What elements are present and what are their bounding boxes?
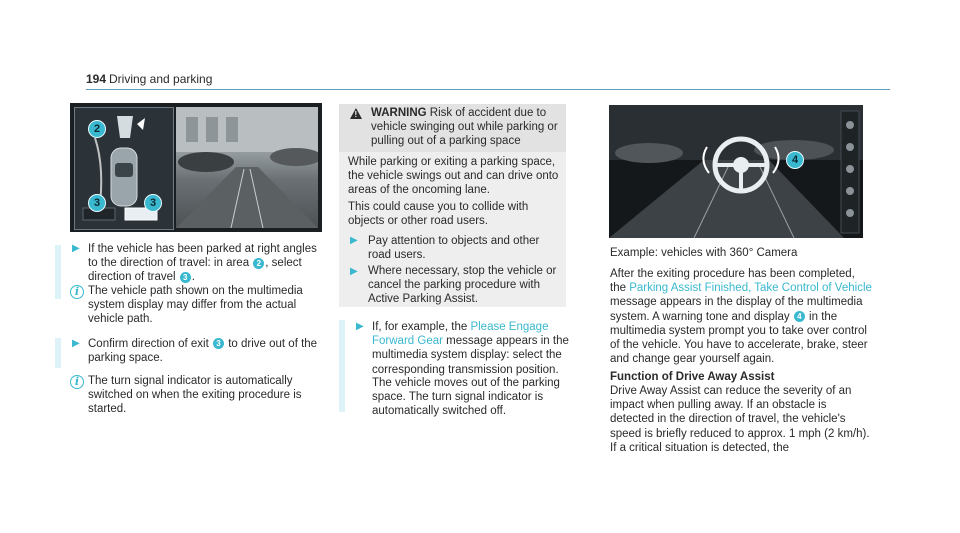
360-camera-display-image xyxy=(609,105,863,238)
info-icon: i xyxy=(70,375,84,389)
step-marker xyxy=(339,320,345,412)
step-engage-gear: If, for example, the Please Engage Forward Gear message appears in the multimedia system display: select the corresponding transmission position. xyxy=(372,321,569,376)
inline-number-3: 3 xyxy=(213,338,224,349)
image-caption: Example: vehicles with 360° Camera xyxy=(610,247,798,259)
play-arrow-icon: ▶ xyxy=(72,243,80,254)
inline-number-2: 2 xyxy=(253,258,264,269)
warning-title: WARNING Risk of accident due to vehicle swinging out while parking or pulling out of a parking space xyxy=(371,107,558,148)
play-arrow-icon: ▶ xyxy=(72,338,80,349)
play-arrow-icon: ▶ xyxy=(356,321,364,332)
message-link-parking-assist-finished[interactable]: Parking Assist Finished, Take Control of Vehicle xyxy=(629,282,872,295)
info-icon: i xyxy=(70,285,84,299)
play-arrow-icon: ▶ xyxy=(350,235,358,246)
callout-3-left: 3 xyxy=(88,194,106,212)
vehicle-diagram-panel xyxy=(74,107,174,230)
step-vehicle-moves-out: The vehicle moves out of the parking space. The turn signal indicator is automatically switched off. xyxy=(372,377,560,418)
step-select-direction: If the vehicle has been parked at right angles to the direction of travel: in area 2 , select direction of travel 3 . xyxy=(88,243,317,284)
callout-2: 2 xyxy=(88,120,106,138)
step-marker xyxy=(55,245,61,299)
note-turn-signal: The turn signal indicator is automatically switched on when the exiting procedure is started. xyxy=(88,375,302,416)
camera-scene-graphic xyxy=(176,107,318,228)
paragraph-take-control: After the exiting procedure has been completed, the Parking Assist Finished, Take Control of Vehicle message appears in the display of the multimedia system. A warning tone and display 4 in the multimedia system prompt you to take over control of the vehicle. You have to accelerate, brake, steer and change gear yourself again. xyxy=(610,268,872,366)
header-divider xyxy=(86,89,890,90)
parking-assist-display-image xyxy=(70,103,322,232)
warning-paragraph-2: This could cause you to collide with objects or other road users. xyxy=(348,201,529,228)
message-link-engage-forward-gear[interactable]: Please Engage Forward Gear xyxy=(372,321,549,348)
step-confirm-exit: Confirm direction of exit 3 to drive out of the parking space. xyxy=(88,338,318,365)
step-marker xyxy=(55,338,61,368)
rear-camera-view xyxy=(176,107,318,228)
warning-step-stop: Where necessary, stop the vehicle or cancel the parking procedure with Active Parking Assist. xyxy=(368,265,557,306)
page-number: 194 xyxy=(86,72,107,86)
warning-step-attention: Pay attention to objects and other road users. xyxy=(368,235,540,262)
function-heading: Function of Drive Away Assist xyxy=(610,371,775,383)
paragraph-drive-away-assist: Drive Away Assist can reduce the severity of an impact when pulling away. If an obstacle is detected in the direction of travel, the vehicle's speed is briefly reduced to approx. 1 mph (2 km/h). If a critical situation is detected, the xyxy=(610,385,870,454)
inline-number-4: 4 xyxy=(794,311,805,322)
warning-triangle-icon: ! xyxy=(350,108,362,119)
callout-4: 4 xyxy=(786,151,804,169)
warning-paragraph-1: While parking or exiting a parking space, the vehicle swings out and can drive onto areas of the oncoming lane. xyxy=(348,156,559,197)
note-vehicle-path: The vehicle path shown on the multimedia system display may differ from the actual vehicle path. xyxy=(88,285,303,326)
section-title: Driving and parking xyxy=(109,72,213,86)
camera-steering-graphic xyxy=(609,105,863,238)
callout-3-right: 3 xyxy=(144,194,162,212)
play-arrow-icon: ▶ xyxy=(350,266,358,277)
page-header xyxy=(0,0,960,100)
inline-number-3: 3 xyxy=(180,272,191,283)
